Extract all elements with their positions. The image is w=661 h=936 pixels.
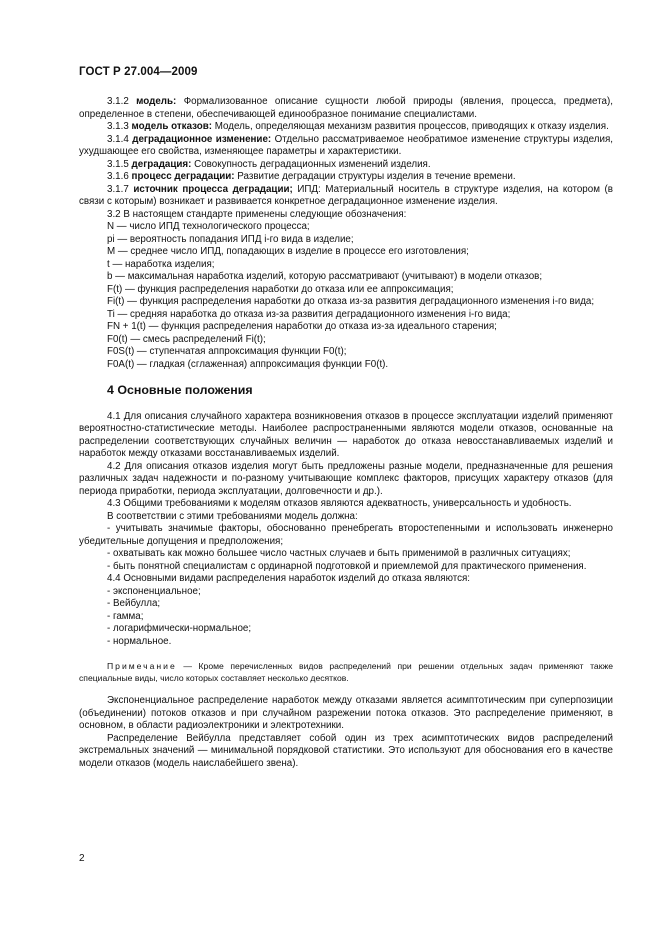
note [79, 660, 613, 684]
paragraph-4-3: 4.3 Общими требованиями к моделям отказов являются адекватность, универсальность и удобность. [107, 498, 572, 509]
symbol-item: F0S(t) — ступенчатая аппроксимация функции F0(t); [107, 346, 347, 357]
term-3-1-7: 3.1.7 источник процесса деградации; ИПД: Материальный носитель в структуре изделия, на котором (в связи с которым) возникает и развивается конкретное деградационное изменение изделия. [79, 183, 613, 207]
symbol-item: M — среднее число ИПД, попадающих в изделие в процессе его изготовления; [107, 246, 469, 257]
page-number: 2 [79, 853, 85, 864]
symbol-item: b — максимальная наработка изделий, которую рассматривают (учитывают) в модели отказов; [107, 271, 543, 282]
paragraph-4-3-lead: В соответствии с этими требованиями модель должна: [107, 510, 358, 522]
document-header: ГОСТ Р 27.004—2009 [79, 66, 198, 78]
symbol-item: FN + 1(t) — функция распределения наработки до отказа из-за идеального старения; [107, 321, 497, 332]
requirement-item: - быть понятной специалистам с ординарной подготовкой и приемлемой для практического применения. [107, 560, 587, 572]
symbol-item: F(t) — функция распределения наработки до отказа или ее аппроксимация; [107, 283, 454, 295]
symbol-item: Fi(t) — функция распределения наработки до отказа из-за развития деградационного изменения i-го вида; [107, 296, 595, 307]
term-3-1-6: 3.1.6 процесс деградации: Развитие деградации структуры изделия в течение времени. [107, 171, 516, 182]
section-heading: 4 Основные положения [107, 383, 253, 397]
symbol-item: F0(t) — смесь распределений Fi(t); [107, 333, 266, 345]
document-body [79, 96, 613, 770]
distribution-type-item: - Вейбулла; [107, 598, 161, 609]
term-3-1-5: 3.1.5 деградация: Совокупность деградационных изменений изделия. [107, 158, 431, 170]
distribution-type-item: - экспоненциальное; [107, 585, 201, 597]
distribution-type-item: - нормальное. [107, 635, 172, 647]
requirement-item: - охватывать как можно большее число частных случаев и быть применимой в различных ситуациях; [107, 548, 571, 559]
symbol-item: N — число ИПД технологического процесса; [107, 221, 310, 232]
paragraph-4-2: 4.2 Для описания отказов изделия могут быть предложены разные модели, предназначенные для решения различных задач надежности и по-разному учитывающие комплекс факторов, присущих характеру отказов (для периода приработки, периода эксплуатации, долговечности и др.). [79, 460, 613, 497]
symbol-item: pi — вероятность попадания ИПД i-го вида в изделие; [107, 233, 354, 245]
symbol-item: Ti — средняя наработка до отказа из-за развития деградационного изменения i-го вида; [107, 308, 511, 320]
symbols-intro: 3.2 В настоящем стандарте применены следующие обозначения: [107, 208, 407, 220]
paragraph-4-1: 4.1 Для описания случайного характера возникновения отказов в процессе эксплуатации изделий применяют вероятностно-статистические методы. Наиболее распространенными являются модели отказов, основанные на распределении соответствующих случайных величин — наработок до отказа невосстанавливаемых изделий и наработок между отказами восстанавливаемых изделий. [79, 410, 613, 459]
symbol-item: t — наработка изделия; [107, 258, 215, 270]
symbol-item: F0A(t) — гладкая (сглаженная) аппроксимация функции F0(t). [107, 358, 389, 370]
requirement-item: - учитывать значимые факторы, обоснованно пренебрегать второстепенными и использовать инженерно убедительные допущения и предположения; [79, 523, 613, 547]
note-label: Примечание [107, 661, 177, 671]
term-3-1-4: 3.1.4 деградационное изменение: Отдельно рассматриваемое необратимое изменение структуры изделия, ухудшающее его свойства, изменяющее параметры и характеристики. [79, 133, 613, 157]
paragraph-exponential: Экспоненциальное распределение наработок между отказами является асимптотическим при суперпозиции (объединении) потоков отказов и при случайном разрежении потока отказов. Это распределение применяют, в основном, в области радиоэлектроники и электротехники. [79, 695, 613, 731]
note-text: — Кроме перечисленных видов распределений при решении отдельных задач применяют также специальные виды, число которых составляет несколько десятков. [79, 661, 614, 683]
term-3-1-2: 3.1.2 модель: Формализованное описание сущности любой природы (явления, процесса, предмета), определенное в степени, обеспечивающей единообразное понимание специалистами. [79, 96, 613, 120]
distribution-type-item: - логарифмически-нормальное; [107, 623, 252, 634]
paragraph-weibull: Распределение Вейбулла представляет собой один из трех асимптотических видов распределений экстремальных значений — минимальной порядковой статистики. Это используют для обоснования его в качестве модели отказов (модель наислабейшего звена). [79, 732, 613, 769]
term-3-1-3: 3.1.3 модель отказов: Модель, определяющая механизм развития процессов, приводящих к отказу изделия. [107, 121, 609, 132]
distribution-type-item: - гамма; [107, 610, 144, 622]
paragraph-4-4: 4.4 Основными видами распределения наработок изделий до отказа являются: [107, 573, 471, 584]
